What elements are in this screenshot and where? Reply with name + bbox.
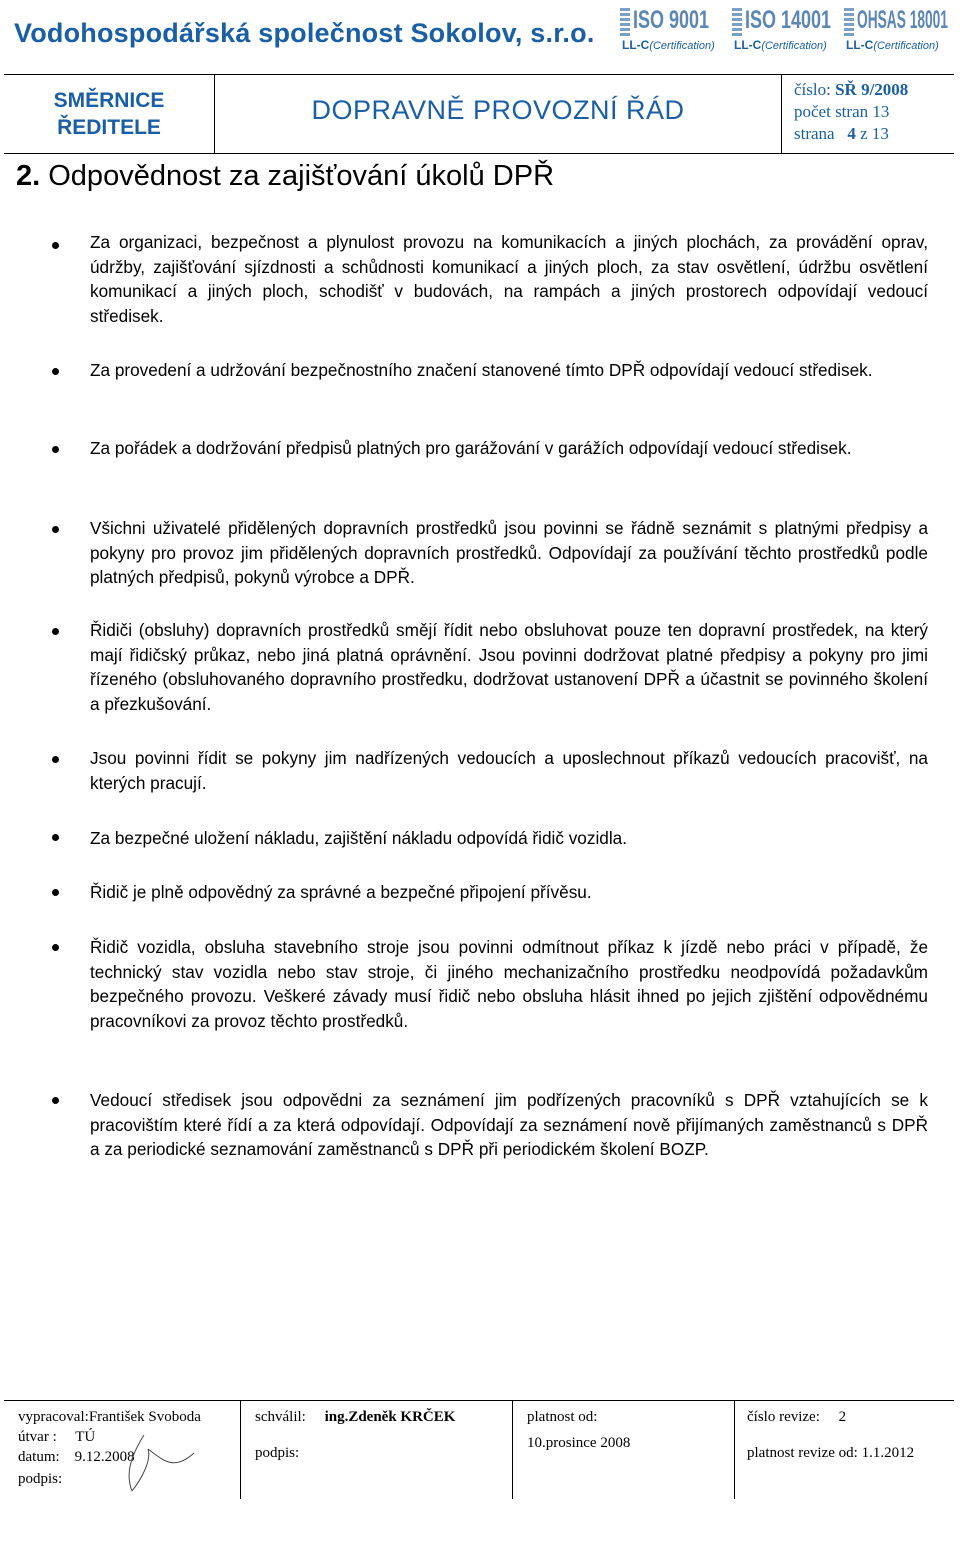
certification-logos — [620, 4, 954, 56]
revize-value: 2 — [838, 1409, 847, 1425]
platnost-label: platnost od: — [527, 1409, 598, 1425]
document-footer — [4, 1400, 954, 1499]
revize-label: číslo revize: — [747, 1409, 820, 1425]
bullet-dot — [52, 889, 59, 896]
bullet-dot — [52, 526, 59, 533]
document-meta — [794, 79, 908, 145]
cert-name: ISO 14001 — [745, 6, 832, 34]
bullet-dot — [52, 1097, 59, 1104]
bullet-dot — [52, 944, 59, 951]
cert-sub: LL-C — [734, 38, 762, 52]
list-item: Řidič je plně odpovědný za správné a bezpečné připojení přívěsu. — [90, 882, 592, 902]
list-item: Za pořádek a dodržování předpisů platných pro garážování v garážích odpovídají vedoucí středisek. — [90, 438, 852, 458]
platnost-revize-value: 1.1.2012 — [861, 1445, 915, 1461]
bullet-dot — [52, 446, 59, 453]
cislo-value: SŘ 9/2008 — [835, 80, 909, 99]
list-item: Za organizaci, bezpečnost a plynulost provozu na komunikacích a jiných plochách, za provádění oprav, údržby, zajišťování sjízdnosti a schůdnosti komunikací a jiných ploch, za stav osvětlení, údržbu osvětlení komunikací a jiných ploch, schodišť v budovách, na rampách a jiných prostorech odpovídají vedoucí středisek. — [90, 232, 928, 326]
platnost-value: 10.prosince 2008 — [527, 1435, 631, 1451]
list-item: Vedoucí středisek jsou odpovědni za seznámení jim podřízených pracovníků s DPŘ vztahujících se k pracovištím které řídí a za která odpovídají. Odpovídají za seznámení nově přijímaných zaměstnanců s DPŘ a za periodické seznamování zaměstnanců s DPŘ při periodickém školení BOZP. — [90, 1090, 928, 1160]
datum-label: datum: — [18, 1449, 60, 1465]
bullet-dot — [52, 628, 59, 635]
ohsas-18001-logo — [844, 4, 952, 56]
list-item: Řidiči (obsluhy) dopravních prostředků smějí řídit nebo obsluhovat pouze ten dopravní prostředek, na který mají řidičský průkaz, nebo jiná platná oprávnění. Jsou povinni dodržovat platné předpisy a pokyny pro jimi řízeného (obsluhovaného dopravního prostředku, dodržovat ustanovení DPŘ a účastnit se povinného školení a přezkušování. — [90, 620, 928, 714]
cert-sub-note: (Certification) — [649, 40, 715, 52]
list-item: Jsou povinni řídit se pokyny jim nadřízených vedoucích a uposlechnout příkazů vedoucích pracovišť, na kterých pracují. — [90, 748, 928, 793]
company-name: Vodohospodářská společnost Sokolov, s.r.o. — [14, 18, 595, 48]
signature-image — [104, 1431, 224, 1499]
strana-label: strana — [794, 124, 835, 143]
iso-9001-logo — [620, 4, 728, 56]
document-header — [4, 74, 954, 154]
vypracoval-value: František Svoboda — [88, 1409, 201, 1425]
section-number: 2. — [16, 160, 41, 192]
podpis-label: podpis: — [18, 1471, 63, 1487]
platnost-revize-label: platnost revize od: — [747, 1445, 858, 1461]
section-heading — [16, 160, 554, 193]
vypracoval-label: vypracoval: — [18, 1409, 89, 1425]
cert-sub: LL-C — [622, 38, 650, 52]
utvar-value: TÚ — [75, 1429, 96, 1445]
cislo-label: číslo: — [794, 80, 831, 99]
bullet-dot — [52, 834, 59, 841]
schvalil-value: ing.Zdeněk KRČEK — [324, 1409, 456, 1425]
schvalil-label: schválil: — [255, 1409, 306, 1425]
list-item: Řidič vozidla, obsluha stavebního stroje jsou povinni odmítnout příkaz k jízdě nebo práci v případě, že technický stav vozidla nebo stav stroje, či jiného mechanizačního prostředku neodpovídá požadavkům bezpečného provozu. Veškeré závady musí řidič nebo obsluha hlásit ihned po jejich zjištění odpovědnému pracovníkovi za provoz těchto prostředků. — [90, 937, 928, 1031]
bullet-dot — [52, 242, 59, 249]
cert-name: ISO 9001 — [633, 6, 710, 34]
pocet-value: 13 — [872, 102, 890, 121]
cert-name: OHSAS 18001 — [857, 6, 948, 34]
list-item: Všichni uživatelé přidělených dopravních prostředků jsou povinni se řádně seznámit s platnými předpisy a pokyny pro provoz jim přidělených dopravních prostředků. Odpovídají za používání těchto prostředků podle platných předpisů, pokynů výrobce a DPŘ. — [90, 518, 928, 588]
bullet-dot — [52, 756, 59, 763]
bullet-dot — [52, 368, 59, 375]
doc-type-line2: ŘEDITELE — [57, 116, 161, 139]
list-item: Za bezpečné uložení nákladu, zajištění nákladu odpovídá řidič vozidla. — [90, 828, 627, 848]
strana-total: z 13 — [860, 124, 889, 143]
doc-type-line1: SMĚRNICE — [53, 89, 165, 112]
document-title: DOPRAVNĚ PROVOZNÍ ŘÁD — [311, 95, 685, 125]
cert-sub-note: (Certification) — [873, 40, 939, 52]
iso-14001-logo — [732, 4, 840, 56]
cert-sub: LL-C — [846, 38, 874, 52]
cert-sub-note: (Certification) — [761, 40, 827, 52]
section-title: Odpovědnost za zajišťování úkolů DPŘ — [48, 160, 555, 192]
pocet-label: počet stran — [794, 102, 869, 121]
strana-value: 4 — [847, 124, 856, 143]
list-item: Za provedení a udržování bezpečnostního značení stanovené tímto DPŘ odpovídají vedoucí středisek. — [90, 360, 873, 380]
podpis2-label: podpis: — [255, 1445, 300, 1461]
datum-value: 9.12.2008 — [74, 1449, 135, 1465]
utvar-label: útvar : — [18, 1429, 57, 1445]
